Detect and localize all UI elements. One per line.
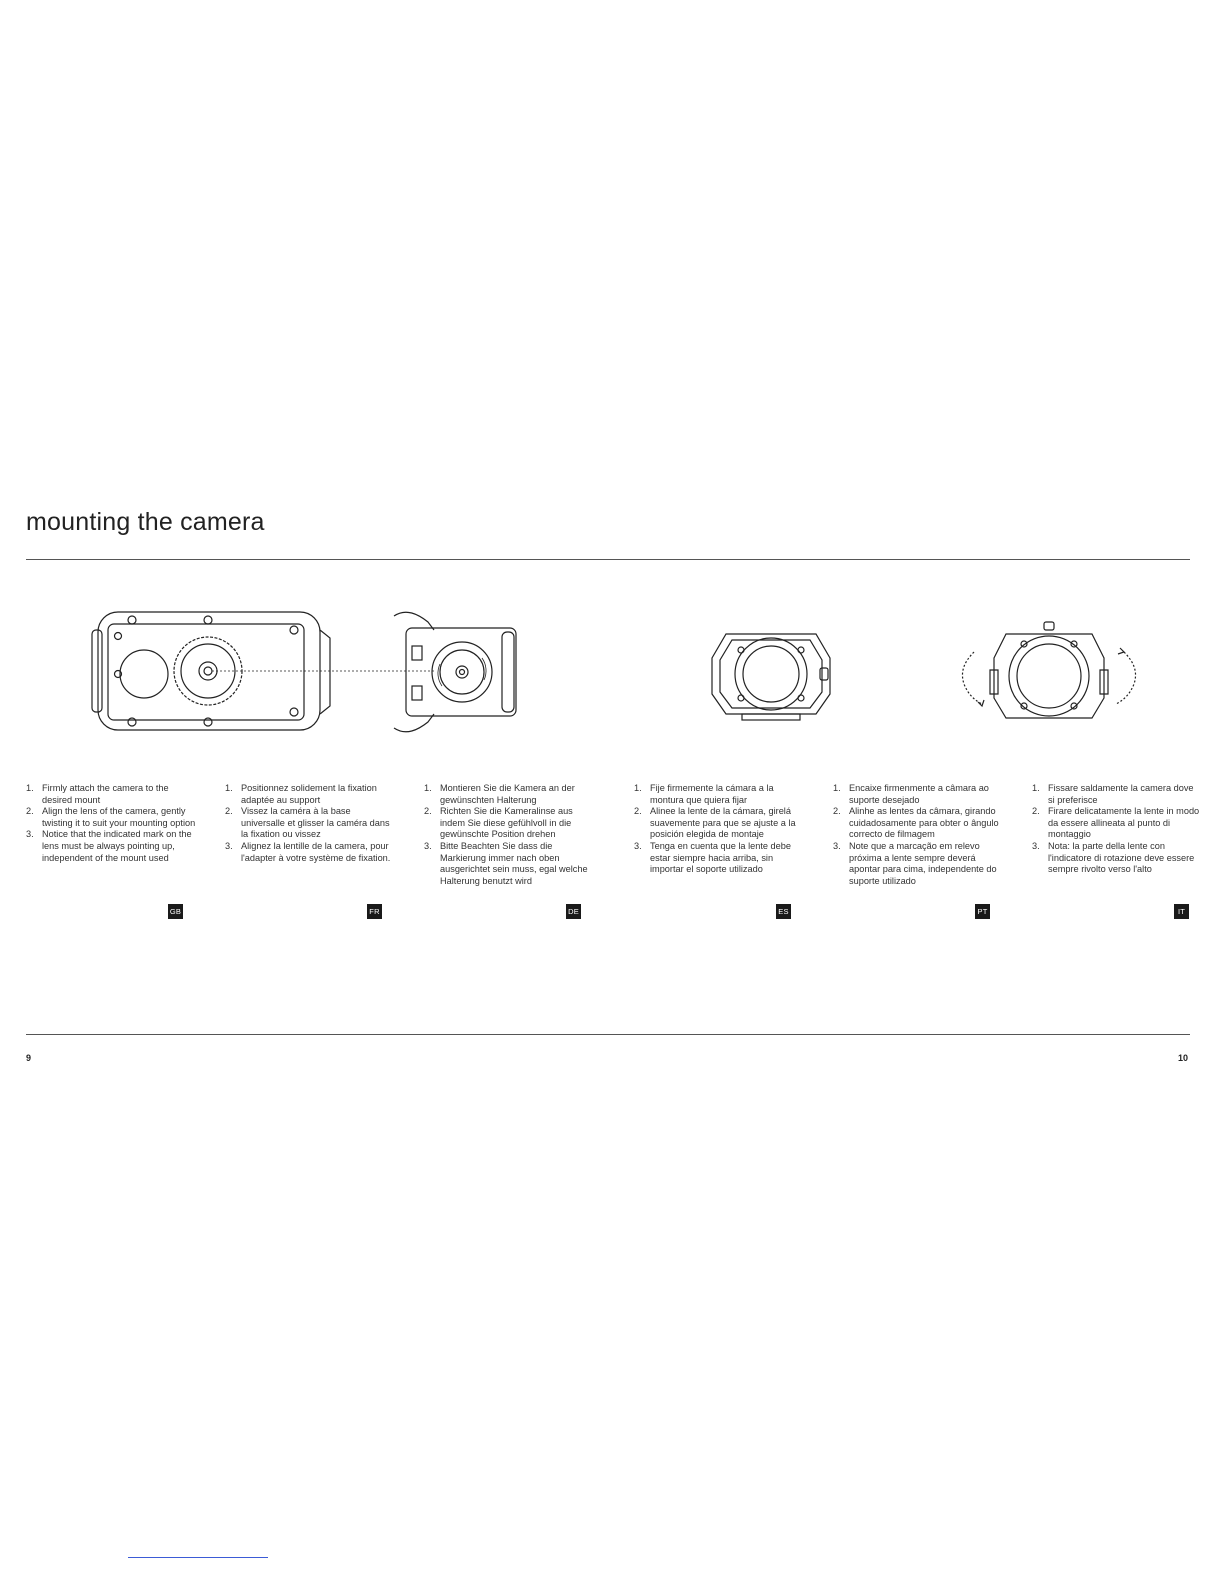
bottom-divider [26,1034,1190,1035]
list-item: 2. Alinhe as lentes da câmara, girando cuidadosamente para obter o ângulo correcto de filmagem [833,806,999,840]
top-divider [26,559,1190,560]
list-item: 3. Alignez la lentille de la camera, pour l'adapter à votre système de fixation. [225,840,391,863]
list-item: 2. Richten Sie die Kameralinse aus indem Sie diese gefühlvoll in die gewünschte Position drehen [424,806,573,840]
list-item: 2. Firare delicatamente la lente in modo da essere allineata al punto di montaggio [1032,806,1200,840]
list-item: 2. Align the lens of the camera, gently twisting it to suit your mounting option [26,806,196,828]
page-title: mounting the camera [26,508,265,536]
list-item: 1. Firmly attach the camera to the desired mount [26,783,169,805]
lang-badge-es: ES [776,904,791,919]
page-number-left: 9 [26,1053,32,1063]
list-item: 2. Vissez la caméra à la base universalle et glisser la caméra dans la fixation ou vissez [225,806,390,840]
camera-front-illustration [706,628,836,723]
lang-badge-gb: GB [168,904,183,919]
instructions-gb [26,783,196,864]
instructions-pt [833,783,1003,887]
page-number-right: 10 [1178,1053,1189,1063]
instructions-de [424,783,594,887]
instructions-fr [225,783,395,864]
list-item: 1. Montieren Sie die Kamera an der gewünschten Halterung [424,783,575,805]
list-item: 3. Nota: la parte della lente con l'indicatore di rotazione deve essere sempre rivolto verso l'alto [1032,840,1195,875]
lens-rotation-illustration [954,614,1144,729]
lang-badge-it: IT [1174,904,1189,919]
list-item: 3. Notice that the indicated mark on the lens must be always pointing up, independent of the mount used [26,829,192,863]
list-item: 1. Fije firmemente la cámara a la montura que quiera fijar [634,783,774,805]
camera-mount-illustration [88,602,528,742]
lang-badge-de: DE [566,904,581,919]
list-item: 2. Alinee la lente de la cámara, girelá suavemente para que se ajuste a la posición elegida de montaje [634,806,796,840]
list-item: 3. Bitte Beachten Sie dass die Markierung immer nach oben ausgerichtet sein muss, egal welche Halterung benutzt wird [424,840,588,886]
list-item: 1. Fissare saldamente la camera dove si preferisce [1032,783,1194,805]
list-item: 1. Positionnez solidement la fixation adaptée au support [225,783,377,805]
lang-badge-pt: PT [975,904,990,919]
instructions-it [1032,783,1202,876]
list-item: 3. Tenga en cuenta que la lente debe estar siempre hacia arriba, sin importar el soporte utilizado [634,840,791,875]
lang-badge-fr: FR [367,904,382,919]
list-item: 3. Note que a marcação em relevo próxima a lente sempre deverá apontar para cima, independente do suporte utilizado [833,840,997,886]
footer-link-underline [128,1557,268,1558]
instructions-es [634,783,804,876]
list-item: 1. Encaixe firmenmente a câmara ao suporte desejado [833,783,989,805]
